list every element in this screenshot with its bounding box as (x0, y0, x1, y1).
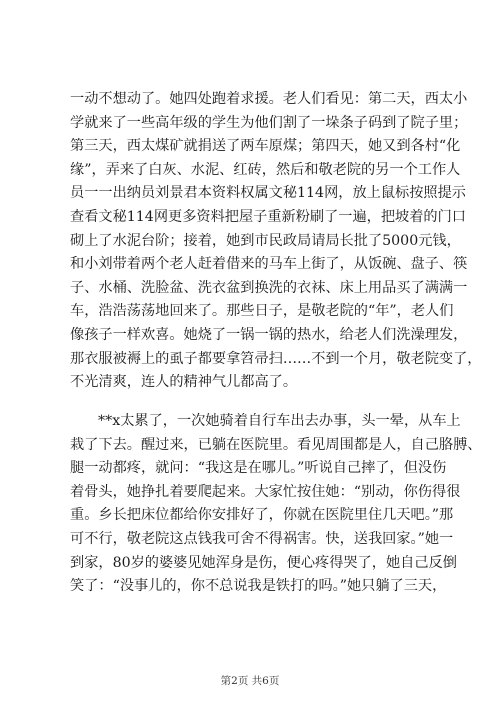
text-line: 那衣服被褥上的虱子都要拿笤帚扫……不到一个月，敬老院变了， (70, 350, 482, 367)
paragraph-1 (70, 88, 482, 395)
page-footer: 第2页 共6页 (220, 675, 280, 687)
text-line: 栽了下去。醒过来，已躺在医院里。看见周围都是人，自己胳膊、 (70, 436, 482, 453)
text-line: 缘”，弄来了白灰、水泥、红砖，然后和敬老院的另一个工作人 (70, 161, 461, 178)
text-line: 第三天，西太煤矿就捐送了两车原煤；第四天，她又到各村“化 (70, 138, 461, 155)
text-line: 着骨头，她挣扎着要爬起来。大家忙按住她：“别动，你伤得很 (70, 483, 461, 500)
text-line: 学就来了一些高年级的学生为他们割了一垛条子码到了院子里； (70, 114, 468, 131)
text-line: 腿一动都疼，就问：“我这是在哪儿。”听说自己摔了，但没伤 (70, 460, 447, 477)
text-line: 重。乡长把床位都给你安排好了，你就在医院里住几天吧。”那 (70, 507, 454, 524)
paragraph-2 (70, 410, 482, 599)
text-line: 车，浩浩荡荡地回来了。那些日子，是敬老院的“年”，老人们 (70, 303, 454, 320)
text-line: 砌上了水泥台阶；接着，她到市民政局请局长批了5000元钱， (70, 232, 461, 249)
text-line: 子、水桶、洗脸盆、洗衣盆到换洗的衣袜、床上用品买了满满一 (70, 279, 468, 296)
text-line: 可不行，敬老院这点钱我可舍不得祸害。快，送我回家。”她一 (70, 530, 454, 547)
text-line: 笑了：“没事儿的，你不总说我是铁打的吗。”她只躺了三天， (70, 578, 447, 595)
text-line: 像孩子一样欢喜。她烧了一锅一锅的热水，给老人们洗澡理发， (70, 326, 468, 343)
text-line: 不光清爽，连人的精神气儿都高了。 (70, 374, 298, 391)
text-line: 员一一出纳员刘景君本资料权属文秘114网，放上鼠标按照提示 (70, 185, 466, 202)
text-line: 一动不想动了。她四处跑着求援。老人们看见：第二天，西太小 (70, 91, 468, 107)
text-line: 到家，80岁的婆婆见她浑身是伤，便心疼得哭了，她自己反倒 (70, 554, 457, 571)
text-line: 和小刘带着两个老人赶着借来的马车上街了，从饭碗、盘子、筷 (70, 256, 468, 273)
text-line: **x太累了，一次她骑着自行车出去办事，头一晕，从车上 (98, 413, 461, 429)
text-line: 查看文秘114网更多资料把屋子重新粉刷了一遍，把坡着的门口 (70, 208, 466, 225)
